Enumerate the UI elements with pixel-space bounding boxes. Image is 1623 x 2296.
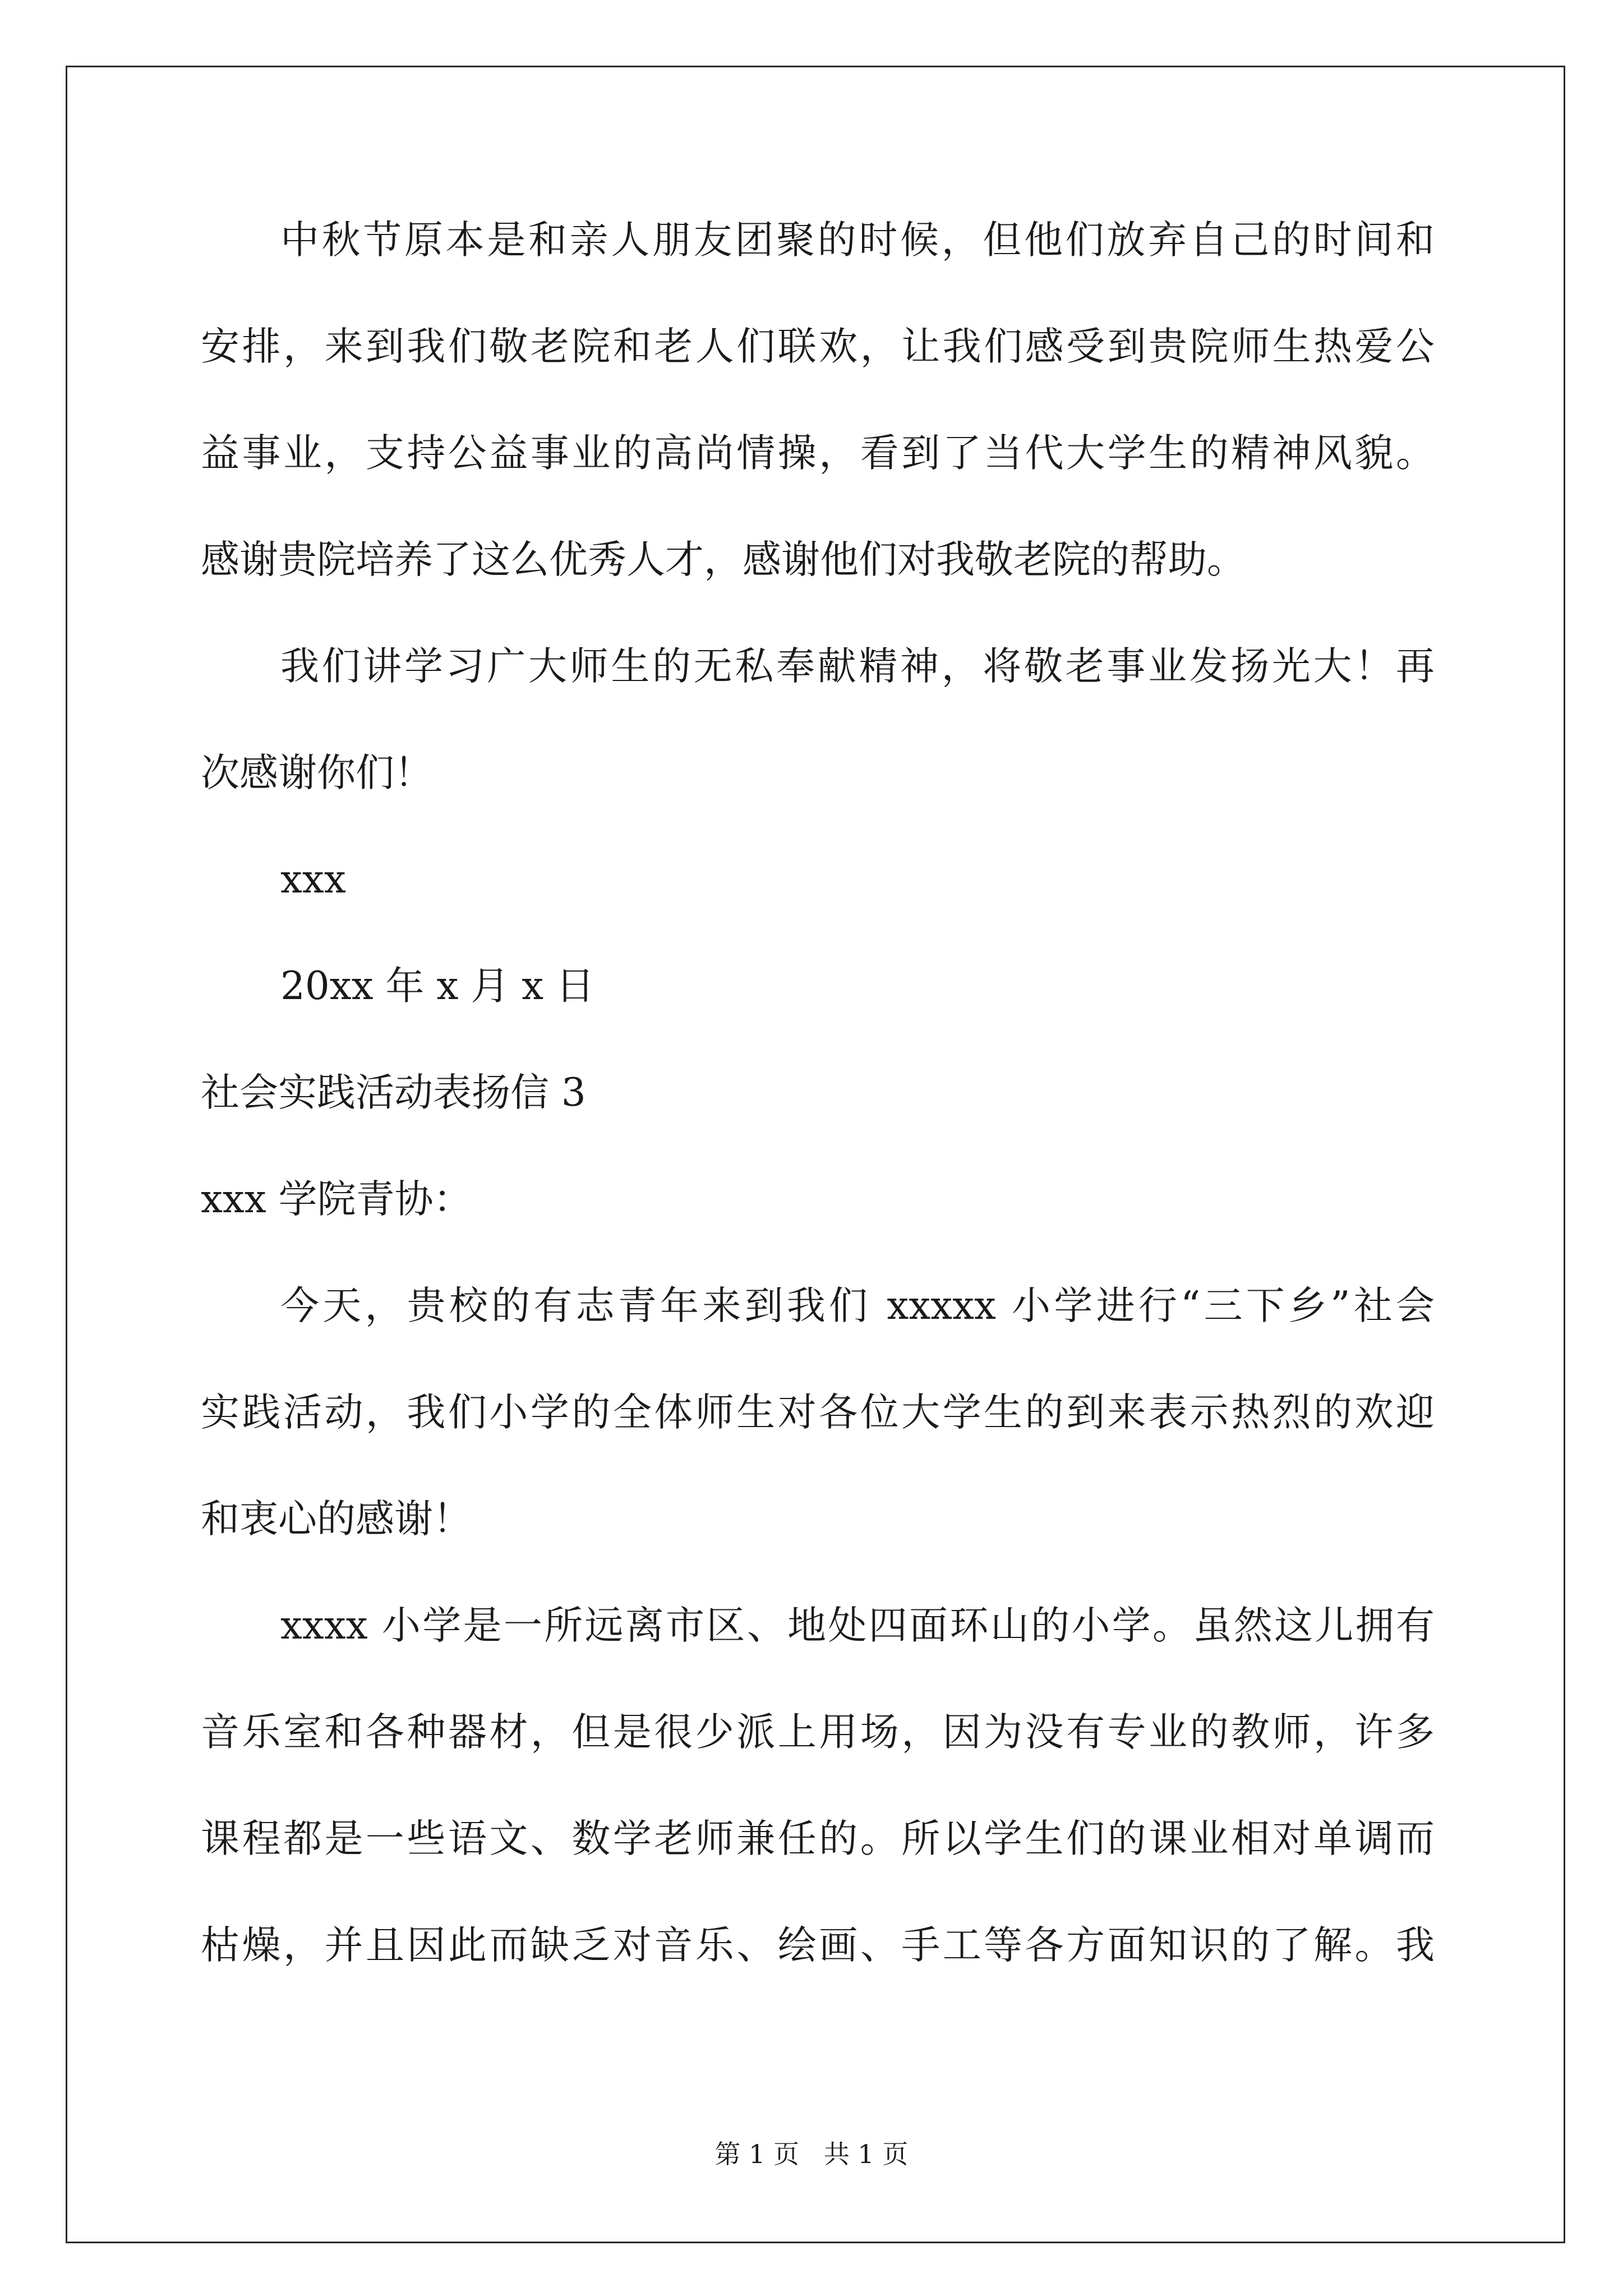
text-line-1: 中秋节原本是和亲人朋友团聚的时候，但他们放弃自己的时间和 — [280, 218, 1435, 263]
section-heading: 社会实践活动表扬信 3 — [201, 1070, 586, 1115]
text-line-4: 感谢贵院培养了这么优秀人才，感谢他们对我敬老院的帮助。 — [201, 537, 1246, 582]
page-number-footer: 第 1 页 共 1 页 — [714, 2139, 909, 2169]
text-line-11: 今天，贵校的有志青年来到我们 xxxxx 小学进行“三下乡”社会 — [280, 1283, 1435, 1328]
text-line-17: 枯燥，并且因此而缺乏对音乐、绘画、手工等各方面知识的了解。我 — [201, 1923, 1435, 1968]
text-line-2: 安排，来到我们敬老院和老人们联欢，让我们感受到贵院师生热爱公 — [201, 324, 1435, 369]
letter-salutation: xxx 学院青协： — [201, 1177, 472, 1222]
signature-date: 20xx 年 x 月 x 日 — [280, 964, 595, 1009]
text-line-15: 音乐室和各种器材，但是很少派上用场，因为没有专业的教师，许多 — [201, 1710, 1435, 1755]
text-line-14: xxxx 小学是一所远离市区、地处四面环山的小学。虽然这儿拥有 — [280, 1603, 1435, 1648]
text-line-5: 我们讲学习广大师生的无私奉献精神，将敬老事业发扬光大！再 — [280, 644, 1435, 689]
text-line-12: 实践活动，我们小学的全体师生对各位大学生的到来表示热烈的欢迎 — [201, 1390, 1435, 1435]
text-line-13: 和衷心的感谢！ — [201, 1497, 472, 1542]
text-line-6: 次感谢你们！ — [201, 751, 433, 795]
signature-name: xxx — [280, 857, 346, 902]
text-line-3: 益事业，支持公益事业的高尚情操，看到了当代大学生的精神风貌。 — [201, 431, 1435, 476]
text-line-16: 课程都是一些语文、数学老师兼任的。所以学生们的课业相对单调而 — [201, 1816, 1435, 1861]
